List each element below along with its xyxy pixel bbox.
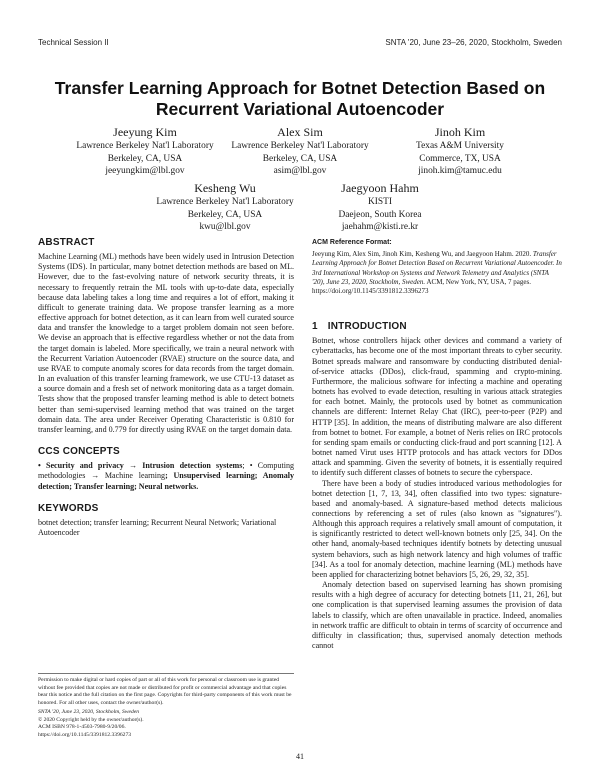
acm-ref-authors: Jeeyung Kim, Alex Sim, Jinoh Kim, Kesheng Wu, and Jaegyoon Hahm. 2020.: [312, 250, 532, 259]
author-block: [215, 125, 385, 178]
author-email[interactable]: jeeyungkim@lbl.gov: [105, 166, 185, 177]
author-email[interactable]: jaehahm@kisti.re.kr: [341, 222, 419, 233]
acm-ref-tail: ACM, New York, NY, USA, 7 pages. https://doi.org/10.1145/3391812.3396273: [312, 277, 531, 295]
running-header-left: Technical Session II: [38, 38, 109, 47]
author-affiliation: Lawrence Berkeley Nat'l Laboratory: [231, 141, 369, 151]
acm-ref-venue: In 3rd International Workshop on Systems and Network Telemetry and Analytics (SNTA '20), June 23, 2020, Stockholm, Sweden.: [312, 259, 562, 286]
keywords-heading: KEYWORDS: [38, 502, 99, 514]
intro-heading: [312, 322, 562, 332]
intro-paragraph: Botnet, whose controllers hijack other devices and command a variety of cyberattacks, has become one of the most important threats to cyber security. Botnet spreads malware and ransomware by conducting distributed denial-of-service attacks (DDos), click-fraud, spamming and crypto-mining. Furthermore, the malicious software for infecting a machine and operating botnets has evolved to evade detection, resulting in various attack strategies for each botnet. Mainly, the protocols used by botnet as communication channels are different: Internet Relay Chat (IRC), peer-to-peer (P2P) and HTTP [35]. In addition, the means of distributing malware are also different from botnet to botnet. For example, a botnet of Neris relies on IRC protocols for sending spam emails or conducting click-fraud and port scanning [12]. A botnet named Virut uses HTTP protocols and has attack vectors for DDos attack and spamming. Given the severity of botnets, it is essentially required to identify such different classes of botnets to secure the cyberspace.: [312, 336, 562, 478]
running-header-right: SNTA '20, June 23–26, 2020, Stockholm, Sweden: [385, 38, 562, 47]
author-email[interactable]: kwu@lbl.gov: [199, 222, 251, 233]
author-block: [375, 125, 545, 178]
abstract-heading: ABSTRACT: [38, 237, 95, 248]
section-number: 1: [312, 321, 318, 333]
author-affiliation: Lawrence Berkeley Nat'l Laboratory: [156, 197, 294, 207]
author-name: Jinoh Kim: [434, 125, 486, 139]
intro-paragraph: Anomaly detection based on supervised learning has shown promising results with a high degree of accuracy for detecting botnets [11, 21, 26], but one complication is that supervised learning assumes the provision of data labels to classify, which are often unavailable in practice. Indeed, anomalies in network traffic are difficult to obtain in terms of scarcity of occurrence and difficulty in classification; thus, supervised anomaly detection methods cannot: [312, 580, 562, 651]
author-location: Berkeley, CA, USA: [262, 153, 338, 164]
ccs-concept: • Security and privacy → Intrusion detection systems: [38, 461, 243, 471]
author-name: Alex Sim: [277, 125, 323, 139]
ccs-sep: ; • Computing methodologies → Machine learning: [38, 461, 294, 481]
author-name: Jeeyung Kim: [113, 125, 177, 139]
intro-paragraph: There have been a body of studies introduced various methodologies for botnet detection [1, 7, 13, 34], often classified into two types: signature-based and anomaly-based. A signature-based method detects malicious connections by referencing a set of rules (also known as "signatures"). Although this approach requires a relatively small amount of computation, it is significantly restricted to detect well-known botnets only [25, 34]. On the other hand, anomaly-based techniques identify botnets by detecting unusual system behaviors, such as high network latency and high volumes of traffic [34]. As a tool for anomaly detection, machine learning (ML) methods have been applied for characterizing botnet behaviors [5, 26, 29, 32, 35].: [312, 478, 562, 579]
abstract-text: Machine Learning (ML) methods have been widely used in Intrusion Detection Systems (IDS). In particular, many botnet detection methods are based on ML. However, due to the fast-evolving nature of network security threats, it is necessary to frequently retrain the ML tools with up-to-date data, especially because data labeling takes a long time and requires a lot of effort, making it difficult to generate training data. We propose transfer learning as a more effective approach for botnet detection, as it can learn from well curated source data and transfer the knowledge to a target problem domain not seen before. We devise an approach that is effective regardless whether or not the data from the target domain is labeled. More specifically, we train a neural network with the Recurrent Variation Autoencoder (RVAE) structure on the source data, and use RVAE to compute anomaly scores for data records from the target domain. In an evaluation of this transfer learning framework, we use CTU-13 dataset as a source domain and a fresh set of network monitoring data as a target domain. Tests show that the proposed transfer learning method is able to detect botnets better than semi-supervised learning method that was trained on the target domain data. The area under Receiver Operating Characteristic is 0.810 for transfer learning, and 0.779 for directly using RVAE on the target domain data.: [38, 252, 294, 434]
author-name: Kesheng Wu: [194, 181, 256, 195]
author-location: Berkeley, CA, USA: [187, 209, 263, 220]
author-email[interactable]: asim@lbl.gov: [273, 166, 327, 177]
author-location: Commerce, TX, USA: [419, 153, 501, 164]
section-title: INTRODUCTION: [327, 321, 407, 333]
author-affiliation: Texas A&M University: [416, 141, 504, 151]
acm-ref-title: Transfer Learning Approach for Botnet Detection Based on Recurrent Variational Autoencoder.: [312, 250, 557, 268]
page-number: 41: [296, 752, 304, 761]
footnote-copyright: © 2020 Copyright held by the owner/author(s).: [38, 716, 144, 723]
ccs-heading: CCS CONCEPTS: [38, 445, 120, 457]
footnote-rule: [38, 673, 294, 674]
author-name: Jaegyoon Hahm: [341, 181, 419, 195]
ccs-concept: ; Unsupervised learning; Anomaly detection; Transfer learning; Neural networks.: [38, 471, 295, 491]
author-affiliation: KISTI: [368, 197, 392, 207]
keywords-text: botnet detection; transfer learning; Recurrent Neural Network; Variational Autoencoder: [38, 517, 277, 538]
left-column: [38, 238, 294, 538]
author-location: Berkeley, CA, USA: [107, 153, 183, 164]
acm-reference-text: [312, 250, 562, 296]
ccs-text: [38, 461, 294, 492]
author-email[interactable]: jinoh.kim@tamuc.edu: [418, 166, 502, 177]
footnote-isbn: ACM ISBN 978-1-4503-7980-9/20/06.: [38, 724, 126, 730]
author-block: [60, 125, 230, 178]
acm-reference-heading: ACM Reference Format:: [312, 239, 392, 246]
footnote-permission: Permission to make digital or hard copies of part or all of this work for personal or classroom use is granted without fee provided that copies are not made or distributed for profit or commercial advantage and that copies bear this notice and the full citation on the first page. Copyrights for third-party components of this work must be honored. For all other uses, contact the owner/author(s).: [38, 677, 292, 706]
author-block: [140, 181, 310, 234]
author-affiliation: Lawrence Berkeley Nat'l Laboratory: [76, 141, 214, 151]
copyright-footnote: [38, 677, 294, 739]
author-block: [295, 181, 465, 234]
paper-title: Transfer Learning Approach for Botnet Detection Based on Recurrent Variational Autoencoder: [54, 78, 546, 119]
author-location: Daejeon, South Korea: [338, 209, 422, 220]
footnote-venue: SNTA '20, June 23, 2020, Stockholm, Sweden: [38, 709, 140, 715]
right-column: [312, 238, 562, 651]
footnote-doi[interactable]: https://doi.org/10.1145/3391812.3396273: [38, 731, 132, 738]
